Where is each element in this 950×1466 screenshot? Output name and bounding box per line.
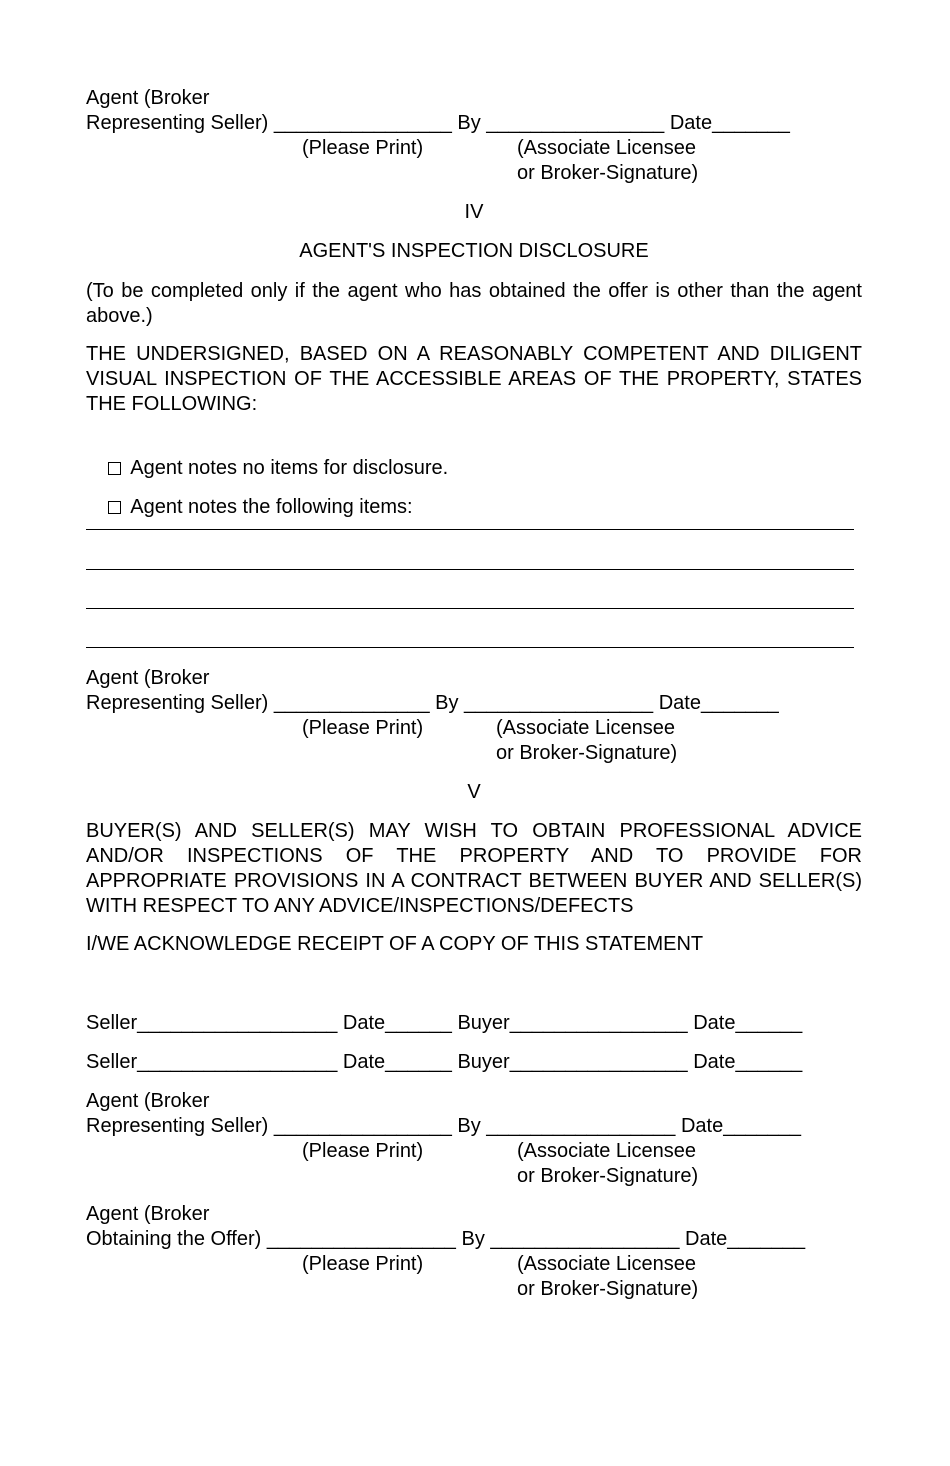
broker-signature-label: or Broker-Signature) xyxy=(517,162,699,184)
agent-signature-line: Representing Seller) ______________ By _________________ Date_______ xyxy=(86,692,779,714)
agent-label-line1: Agent (Broker xyxy=(86,1090,210,1112)
agent-signature-line: Obtaining the Offer) _________________ By _________________ Date_______ xyxy=(86,1228,806,1250)
broker-signature-label: or Broker-Signature) xyxy=(517,1278,699,1300)
checkbox-following-items[interactable] xyxy=(108,501,121,514)
seller-buyer-signature-row: Seller__________________ Date______ Buyer________________ Date______ xyxy=(86,1012,803,1034)
items-blank-line[interactable] xyxy=(86,529,854,530)
section-v-numeral: V xyxy=(467,781,481,803)
associate-licensee-label: (Associate Licensee xyxy=(517,1253,696,1275)
agent-signature-line: Representing Seller) ________________ By ________________ Date_______ xyxy=(86,112,790,134)
completion-note: (To be completed only if the agent who has obtained the offer is other than the agent above.) xyxy=(86,280,862,327)
broker-signature-label: or Broker-Signature) xyxy=(517,1165,699,1187)
seller-buyer-signature-row: Seller__________________ Date______ Buyer________________ Date______ xyxy=(86,1051,803,1073)
section-iv-title: AGENT'S INSPECTION DISCLOSURE xyxy=(299,240,649,262)
please-print-label: (Please Print) xyxy=(302,1253,424,1275)
please-print-label: (Please Print) xyxy=(302,717,424,739)
agent-signature-line: Representing Seller) ________________ By _________________ Date_______ xyxy=(86,1115,802,1137)
agent-label-line1: Agent (Broker xyxy=(86,667,210,689)
items-blank-line[interactable] xyxy=(86,569,854,570)
option-following-items-label: Agent notes the following items: xyxy=(130,496,413,518)
professional-advice-statement: BUYER(S) AND SELLER(S) MAY WISH TO OBTAIN PROFESSIONAL ADVICE AND/OR INSPECTIONS OF THE PROPERTY AND TO PROVIDE FOR APPROPRIATE PROVISIONS IN A CONTRACT BETWEEN BUYER AND SELLER(S) WITH RESPECT TO ANY ADVICE/INSPECTIONS/DEFECTS xyxy=(86,820,862,917)
please-print-label: (Please Print) xyxy=(302,137,424,159)
please-print-label: (Please Print) xyxy=(302,1140,424,1162)
option-following-items xyxy=(86,470,413,545)
broker-signature-label: or Broker-Signature) xyxy=(496,742,678,764)
agent-label-line1: Agent (Broker xyxy=(86,87,210,109)
section-iv-numeral: IV xyxy=(464,201,484,223)
items-blank-line[interactable] xyxy=(86,608,854,609)
associate-licensee-label: (Associate Licensee xyxy=(517,1140,696,1162)
associate-licensee-label: (Associate Licensee xyxy=(517,137,696,159)
agent-label-line1: Agent (Broker xyxy=(86,1203,210,1225)
option-no-items-label: Agent notes no items for disclosure. xyxy=(130,457,449,479)
inspection-statement: THE UNDERSIGNED, BASED ON A REASONABLY COMPETENT AND DILIGENT VISUAL INSPECTION OF THE ACCESSIBLE AREAS OF THE PROPERTY, STATES THE FOLLOWING: xyxy=(86,343,862,415)
items-blank-line[interactable] xyxy=(86,647,854,648)
acknowledge-receipt: I/WE ACKNOWLEDGE RECEIPT OF A COPY OF THIS STATEMENT xyxy=(86,933,704,955)
associate-licensee-label: (Associate Licensee xyxy=(496,717,675,739)
